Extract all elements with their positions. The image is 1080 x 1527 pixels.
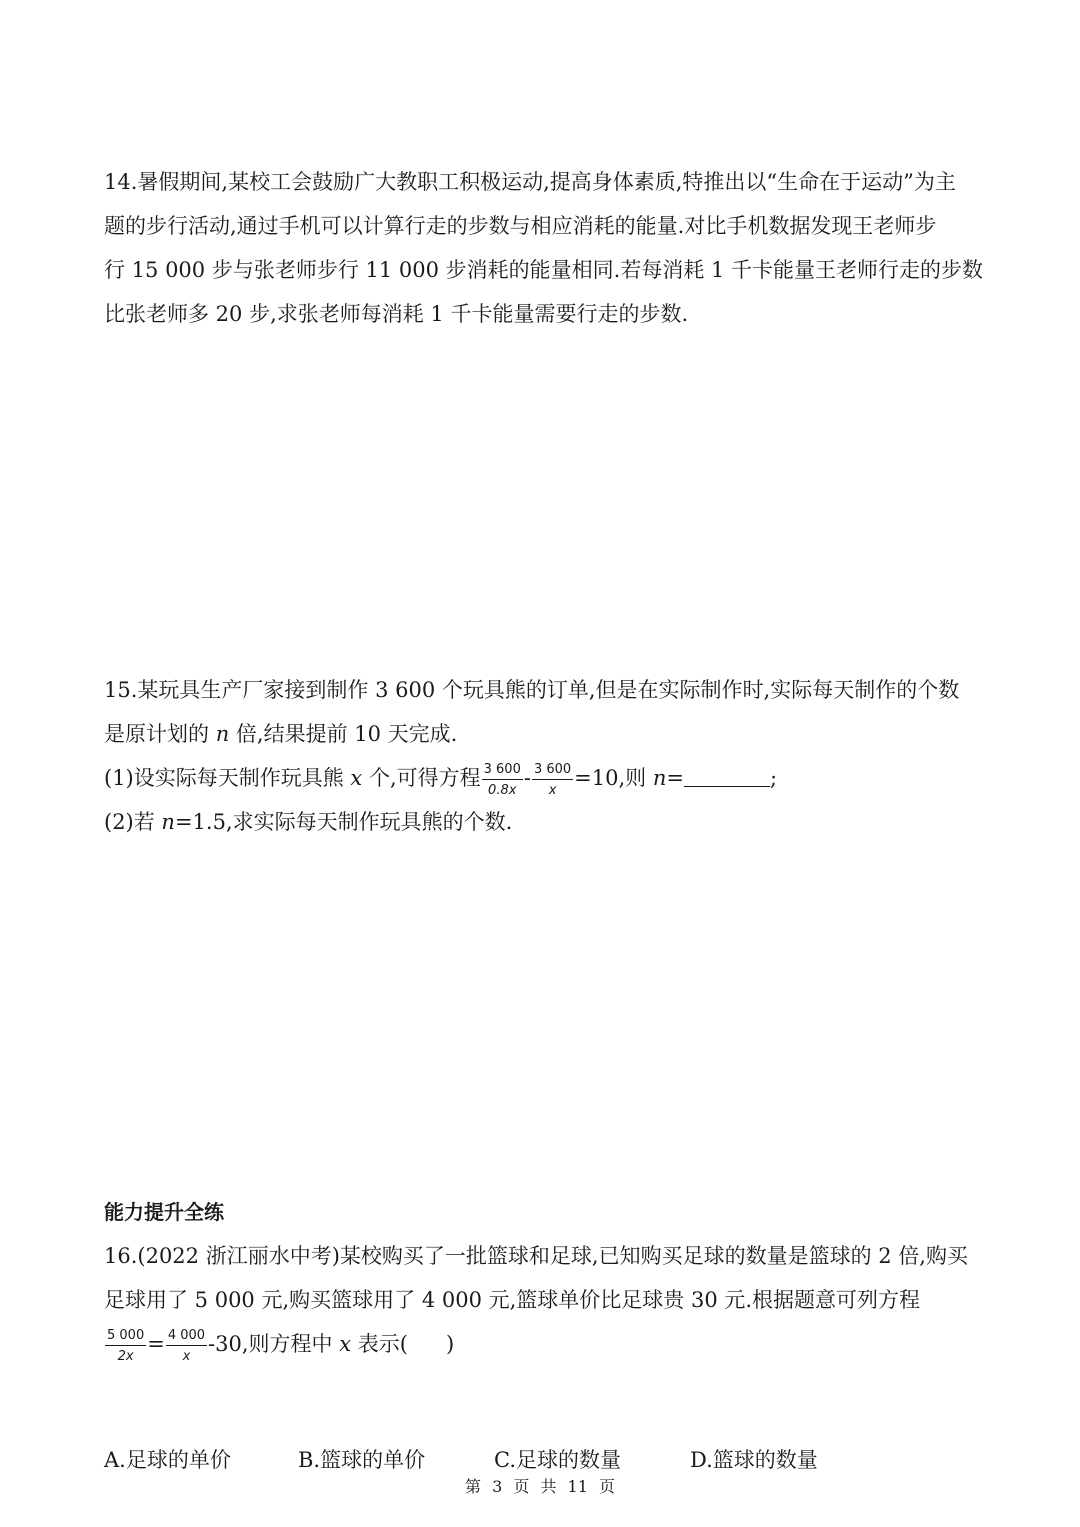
text: 是原计划的 [104,722,216,746]
fraction-denominator: 0.8x [488,782,517,798]
text: 个,可得方程 [362,766,481,790]
text: ; [769,766,778,790]
q15-line-1: 15.某玩具生产厂家接到制作 3 600 个玩具熊的订单,但是在实际制作时,实际每天制作的个数 [104,678,960,702]
section-title: 能力提升全练 [104,1200,224,1224]
option-c[interactable]: C.足球的数量 [494,1448,621,1472]
variable-n: n [161,810,175,834]
variable-x: x [339,1332,352,1356]
fraction-denominator: x [182,1348,191,1364]
q14-line-2: 题的步行活动,通过手机可以计算行走的步数与相应消耗的能量.对比手机数据发现王老师步 [104,214,937,238]
fraction-numerator: 4 000 [166,1328,207,1346]
option-d[interactable]: D.篮球的数量 [690,1448,818,1472]
text: =1.5,求实际每天制作玩具熊的个数. [174,810,513,834]
q14-line-1: 14.暑假期间,某校工会鼓励广大教职工积极运动,提高身体素质,特推出以“生命在于运动”为主 [104,170,956,194]
q15-part-2 [104,800,980,844]
fraction-5000-over-2x [105,1328,146,1364]
variable-x: x [350,766,363,790]
option-b[interactable]: B.篮球的单价 [298,1448,426,1472]
text: -30,则方程中 [208,1332,340,1356]
fraction-3600-over-x [532,762,573,798]
text: 倍,结果提前 10 天完成. [229,722,458,746]
fraction-numerator: 3 600 [482,762,523,780]
q16-line-1: 16.(2022 浙江丽水中考)某校购买了一批篮球和足球,已知购买足球的数量是篮球的 2 倍,购买 [104,1244,968,1268]
text: (2)若 [104,810,162,834]
text: 表示( [351,1332,408,1356]
question-16 [104,1234,980,1366]
q15-part-1 [104,756,980,800]
fraction-numerator: 5 000 [105,1328,146,1346]
text: =10,则 [574,766,653,790]
text: ) [445,1332,455,1356]
variable-n: n [215,722,230,746]
text: = [666,766,684,790]
q15-line-2 [104,712,980,756]
fraction-numerator: 3 600 [532,762,573,780]
minus-sign: - [523,766,531,790]
question-15 [104,668,980,844]
option-a[interactable]: A.足球的单价 [104,1448,231,1472]
variable-n: n [652,766,667,790]
q16-line-3 [104,1322,980,1366]
question-14 [104,160,984,336]
equals-sign: = [147,1332,165,1356]
answer-blank[interactable] [684,762,770,787]
q14-line-4: 比张老师多 20 步,求张老师每消耗 1 千卡能量需要行走的步数. [104,302,689,326]
q16-line-2: 足球用了 5 000 元,购买篮球用了 4 000 元,篮球单价比足球贵 30 元.根据题意可列方程 [104,1288,921,1312]
fraction-4000-over-x [166,1328,207,1364]
fraction-denominator: x [548,782,557,798]
fraction-3600-over-0.8x [482,762,523,798]
page-footer: 第 3 页 共 11 页 [465,1477,615,1496]
q14-line-3: 行 15 000 步与张老师步行 11 000 步消耗的能量相同.若每消耗 1 千卡能量王老师行走的步数 [104,258,984,282]
text: (1)设实际每天制作玩具熊 [104,766,351,790]
fraction-denominator: 2x [117,1348,134,1364]
